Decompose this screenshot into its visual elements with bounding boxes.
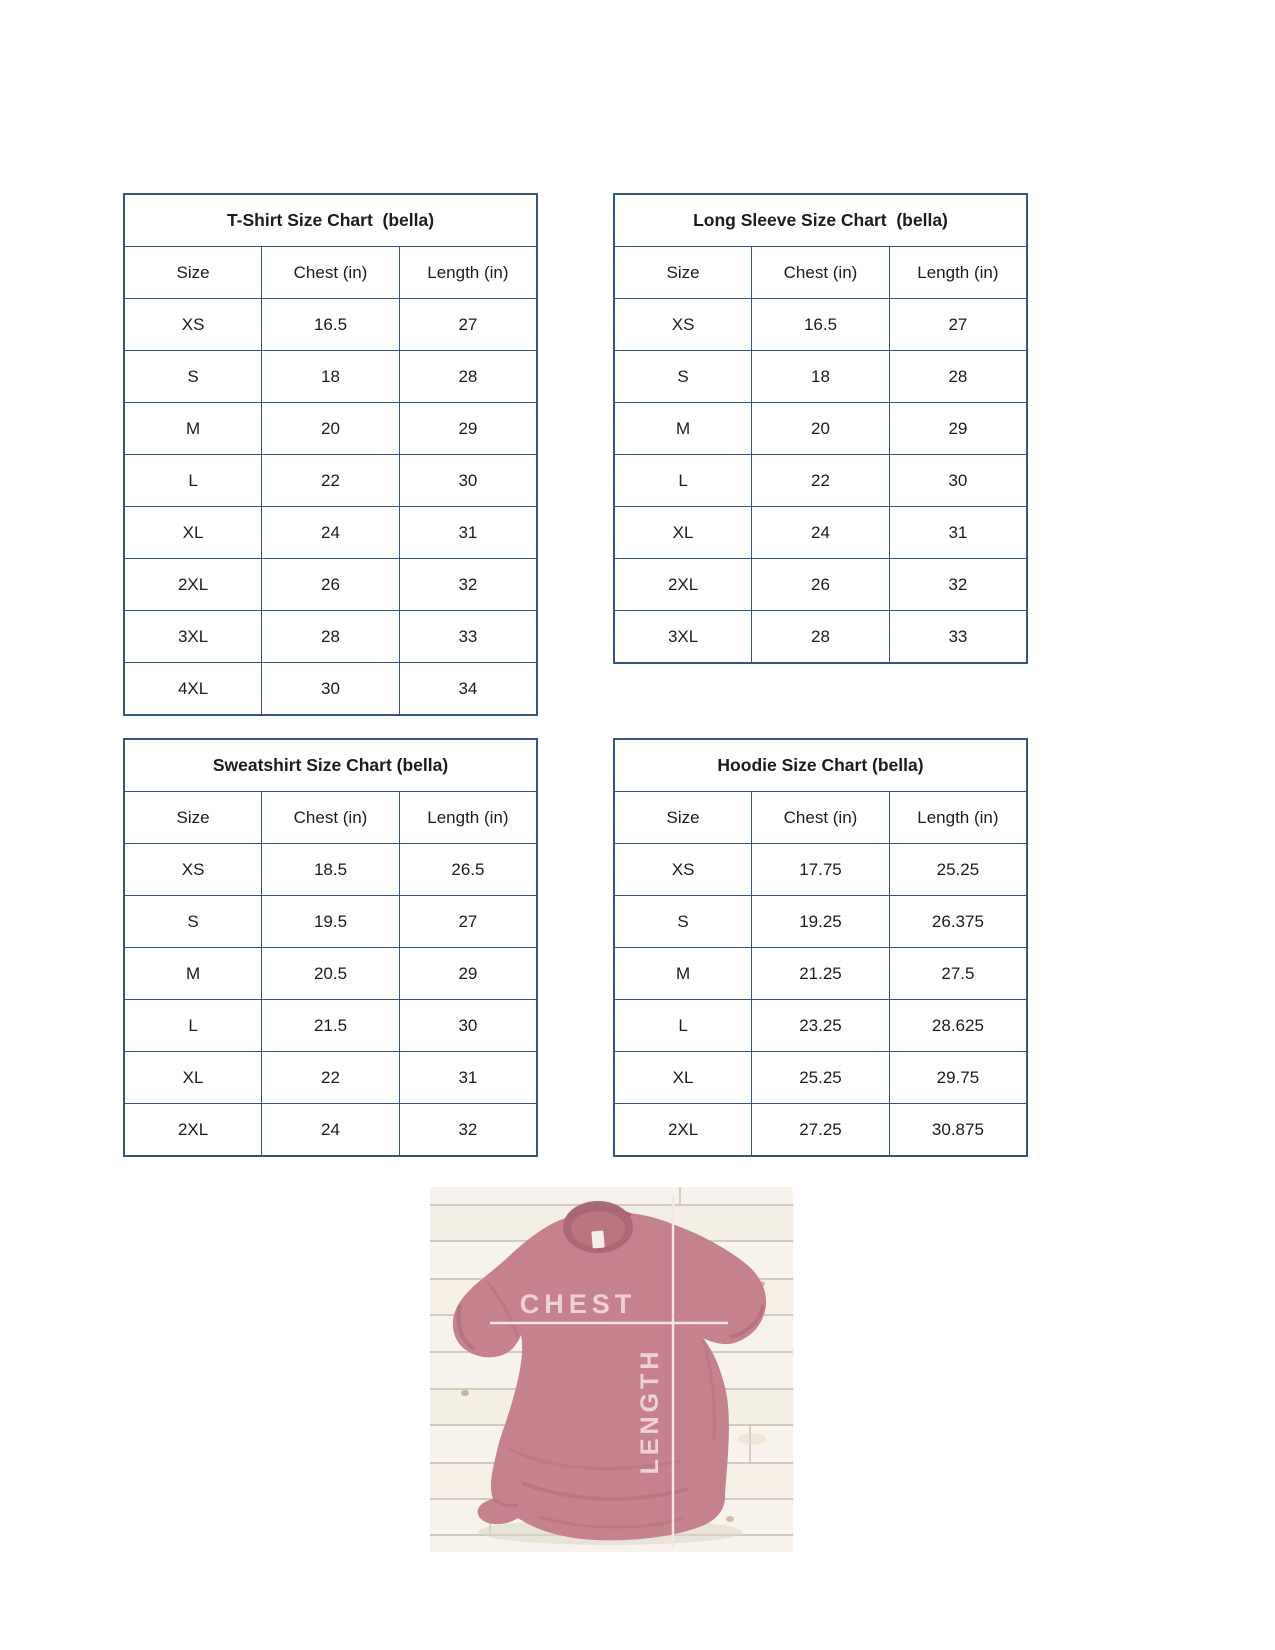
size-value: 3XL — [614, 611, 752, 664]
chest-value: 26 — [752, 559, 890, 611]
size-value: M — [124, 403, 262, 455]
size-row — [124, 1052, 537, 1104]
length-value: 30 — [889, 455, 1027, 507]
size-value: L — [614, 1000, 752, 1052]
size-row — [614, 507, 1027, 559]
size-value: L — [124, 455, 262, 507]
col-header-size: Size — [614, 247, 752, 299]
size-row — [124, 403, 537, 455]
table-header-row — [124, 247, 537, 299]
size-row — [614, 455, 1027, 507]
length-value: 32 — [399, 1104, 537, 1157]
size-row — [614, 1104, 1027, 1157]
size-value: XS — [614, 844, 752, 896]
length-value: 31 — [889, 507, 1027, 559]
chest-value: 30 — [262, 663, 400, 716]
table-header-row — [614, 247, 1027, 299]
length-value: 29 — [889, 403, 1027, 455]
chest-value: 20.5 — [262, 948, 400, 1000]
length-value: 30.875 — [889, 1104, 1027, 1157]
tshirt-table-title: T-Shirt Size Chart (bella) — [124, 194, 537, 247]
col-header-size: Size — [124, 792, 262, 844]
col-header-length: Length (in) — [399, 247, 537, 299]
size-value: L — [124, 1000, 262, 1052]
size-row — [614, 351, 1027, 403]
chest-value: 28 — [752, 611, 890, 664]
col-header-length: Length (in) — [889, 247, 1027, 299]
length-value: 29 — [399, 403, 537, 455]
chest-value: 22 — [262, 1052, 400, 1104]
chest-value: 20 — [752, 403, 890, 455]
size-row — [614, 1052, 1027, 1104]
length-value: 25.25 — [889, 844, 1027, 896]
chest-value: 18 — [752, 351, 890, 403]
sweatshirt-size-table — [123, 738, 538, 1157]
length-value: 26.375 — [889, 896, 1027, 948]
chest-value: 16.5 — [752, 299, 890, 351]
length-value: 32 — [399, 559, 537, 611]
size-value: XL — [614, 507, 752, 559]
chest-value: 28 — [262, 611, 400, 663]
length-value: 33 — [399, 611, 537, 663]
col-header-chest: Chest (in) — [262, 792, 400, 844]
longsleeve-table-title: Long Sleeve Size Chart (bella) — [614, 194, 1027, 247]
size-row — [614, 403, 1027, 455]
size-value: L — [614, 455, 752, 507]
tshirt-measure-illustration — [430, 1187, 793, 1552]
size-row — [124, 611, 537, 663]
size-value: M — [124, 948, 262, 1000]
size-row — [614, 611, 1027, 664]
size-value: XS — [124, 844, 262, 896]
size-row — [124, 896, 537, 948]
col-header-size: Size — [124, 247, 262, 299]
size-row — [614, 948, 1027, 1000]
size-value: 3XL — [124, 611, 262, 663]
chest-label: CHEST — [519, 1289, 637, 1319]
col-header-chest: Chest (in) — [262, 247, 400, 299]
chest-value: 24 — [262, 507, 400, 559]
col-header-size: Size — [614, 792, 752, 844]
size-row — [614, 299, 1027, 351]
size-value: XS — [124, 299, 262, 351]
table-title-row — [614, 739, 1027, 792]
tshirt-size-table — [123, 193, 538, 716]
size-value: 2XL — [614, 1104, 752, 1157]
length-value: 29 — [399, 948, 537, 1000]
chest-value: 24 — [262, 1104, 400, 1157]
size-value: XL — [124, 507, 262, 559]
chest-value: 27.25 — [752, 1104, 890, 1157]
chest-value: 18 — [262, 351, 400, 403]
length-value: 34 — [399, 663, 537, 716]
size-row — [124, 663, 537, 716]
longsleeve-size-table — [613, 193, 1028, 664]
size-value: 4XL — [124, 663, 262, 716]
chest-value: 21.5 — [262, 1000, 400, 1052]
table-title-row — [124, 194, 537, 247]
chest-value: 25.25 — [752, 1052, 890, 1104]
size-row — [124, 1000, 537, 1052]
size-value: M — [614, 403, 752, 455]
length-value: 28.625 — [889, 1000, 1027, 1052]
table-title-row — [124, 739, 537, 792]
chest-value: 20 — [262, 403, 400, 455]
size-value: M — [614, 948, 752, 1000]
care-label-tag — [591, 1231, 604, 1249]
length-value: 33 — [889, 611, 1027, 664]
chest-value: 21.25 — [752, 948, 890, 1000]
chest-value: 19.25 — [752, 896, 890, 948]
size-value: 2XL — [124, 559, 262, 611]
length-value: 27 — [399, 299, 537, 351]
length-value: 27.5 — [889, 948, 1027, 1000]
size-row — [614, 844, 1027, 896]
hoodie-size-table — [613, 738, 1028, 1157]
length-value: 32 — [889, 559, 1027, 611]
size-row — [614, 1000, 1027, 1052]
table-header-row — [614, 792, 1027, 844]
size-row — [124, 559, 537, 611]
size-value: S — [614, 896, 752, 948]
chest-value: 26 — [262, 559, 400, 611]
size-row — [124, 948, 537, 1000]
sweatshirt-table-title: Sweatshirt Size Chart (bella) — [124, 739, 537, 792]
col-header-length: Length (in) — [889, 792, 1027, 844]
size-value: S — [124, 351, 262, 403]
size-row — [124, 507, 537, 559]
chest-value: 16.5 — [262, 299, 400, 351]
chest-value: 24 — [752, 507, 890, 559]
size-value: 2XL — [124, 1104, 262, 1157]
size-row — [124, 351, 537, 403]
chest-value: 18.5 — [262, 844, 400, 896]
size-value: XS — [614, 299, 752, 351]
col-header-chest: Chest (in) — [752, 247, 890, 299]
size-row — [614, 896, 1027, 948]
length-value: 31 — [399, 1052, 537, 1104]
length-value: 27 — [399, 896, 537, 948]
size-value: S — [124, 896, 262, 948]
size-value: S — [614, 351, 752, 403]
size-value: 2XL — [614, 559, 752, 611]
size-row — [124, 455, 537, 507]
tshirt-collar — [563, 1201, 633, 1253]
table-header-row — [124, 792, 537, 844]
size-row — [614, 559, 1027, 611]
size-row — [124, 299, 537, 351]
col-header-length: Length (in) — [399, 792, 537, 844]
length-value: 30 — [399, 455, 537, 507]
chest-value: 22 — [752, 455, 890, 507]
chest-value: 23.25 — [752, 1000, 890, 1052]
col-header-chest: Chest (in) — [752, 792, 890, 844]
size-value: XL — [614, 1052, 752, 1104]
size-value: XL — [124, 1052, 262, 1104]
size-guide-photo — [430, 1187, 793, 1552]
length-value: 30 — [399, 1000, 537, 1052]
length-value: 29.75 — [889, 1052, 1027, 1104]
size-row — [124, 844, 537, 896]
table-title-row — [614, 194, 1027, 247]
hoodie-table-title: Hoodie Size Chart (bella) — [614, 739, 1027, 792]
length-value: 26.5 — [399, 844, 537, 896]
length-label: LENGTH — [636, 1347, 664, 1475]
length-value: 27 — [889, 299, 1027, 351]
length-value: 28 — [889, 351, 1027, 403]
length-value: 31 — [399, 507, 537, 559]
chest-value: 17.75 — [752, 844, 890, 896]
length-value: 28 — [399, 351, 537, 403]
chest-value: 19.5 — [262, 896, 400, 948]
size-row — [124, 1104, 537, 1157]
chest-value: 22 — [262, 455, 400, 507]
